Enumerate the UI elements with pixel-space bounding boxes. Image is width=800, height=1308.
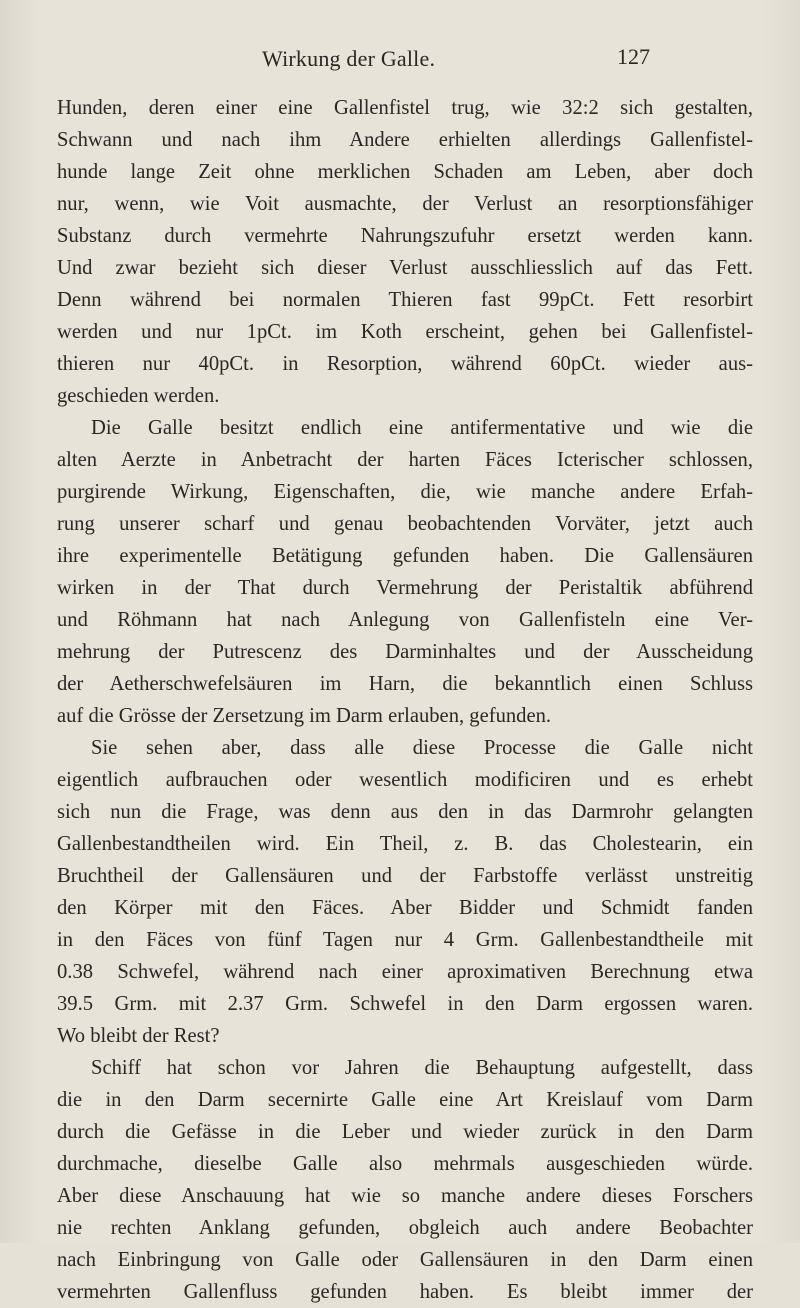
text-line: Denn während bei normalen Thieren fast 99pCt. Fett resorbirt (57, 289, 753, 311)
text-line: thieren nur 40pCt. in Resorption, während 60pCt. wieder aus- (57, 353, 753, 375)
text-line: mehrung der Putrescenz des Darminhaltes und der Ausscheidung (57, 641, 753, 663)
text-line: Schwann und nach ihm Andere erhielten allerdings Gallenfistel- (57, 129, 753, 151)
text-line: der Aetherschwefelsäuren im Harn, die bekanntlich einen Schluss (57, 673, 753, 695)
text-line: Substanz durch vermehrte Nahrungszufuhr ersetzt werden kann. (57, 225, 753, 247)
text-line: Aber diese Anschauung hat wie so manche andere dieses Forschers (57, 1185, 753, 1207)
text-line: ihre experimentelle Betätigung gefunden haben. Die Gallensäuren (57, 545, 753, 567)
text-line: purgirende Wirkung, Eigenschaften, die, wie manche andere Erfah- (57, 481, 753, 503)
text-line: Und zwar bezieht sich dieser Verlust ausschliesslich auf das Fett. (57, 257, 753, 279)
text-line: nie rechten Anklang gefunden, obgleich auch andere Beobachter (57, 1217, 753, 1239)
text-line: Die Galle besitzt endlich eine antifermentative und wie die (91, 417, 753, 439)
text-line: den Körper mit den Fäces. Aber Bidder und Schmidt fanden (57, 897, 753, 919)
page-number: 127 (617, 44, 650, 69)
text-line: vermehrten Gallenfluss gefunden haben. Es bleibt immer der (57, 1281, 753, 1303)
text-line: nach Einbringung von Galle oder Gallensäuren in den Darm einen (57, 1249, 753, 1271)
text-line: 39.5 Grm. mit 2.37 Grm. Schwefel in den Darm ergossen waren. (57, 993, 753, 1015)
page-header (0, 40, 800, 80)
text-line: Schiff hat schon vor Jahren die Behauptung aufgestellt, dass (91, 1057, 753, 1079)
text-line: hunde lange Zeit ohne merklichen Schaden am Leben, aber doch (57, 161, 753, 183)
text-line: werden und nur 1pCt. im Koth erscheint, gehen bei Gallenfistel- (57, 321, 753, 343)
text-line: nur, wenn, wie Voit ausmachte, der Verlust an resorptionsfähiger (57, 193, 753, 215)
text-line: in den Fäces von fünf Tagen nur 4 Grm. Gallenbestandtheile mit (57, 929, 753, 951)
text-line: 0.38 Schwefel, während nach einer aproximativen Berechnung etwa (57, 961, 753, 983)
text-line: alten Aerzte in Anbetracht der harten Fäces Icterischer schlossen, (57, 449, 753, 471)
text-line: geschieden werden. (57, 385, 220, 407)
text-line: Hunden, deren einer eine Gallenfistel trug, wie 32:2 sich gestalten, (57, 97, 753, 119)
text-line: und Röhmann hat nach Anlegung von Gallenfisteln eine Ver- (57, 609, 753, 631)
text-line: wirken in der That durch Vermehrung der Peristaltik abführend (57, 577, 753, 599)
text-line: die in den Darm secernirte Galle eine Art Kreislauf vom Darm (57, 1089, 753, 1111)
text-line: sich nun die Frage, was denn aus den in das Darmrohr gelangten (57, 801, 753, 823)
text-line: durch die Gefässe in die Leber und wieder zurück in den Darm (57, 1121, 753, 1143)
text-line: eigentlich aufbrauchen oder wesentlich modificiren und es erhebt (57, 769, 753, 791)
text-line: Gallenbestandtheilen wird. Ein Theil, z. B. das Cholestearin, ein (57, 833, 753, 855)
text-line: Wo bleibt der Rest? (57, 1025, 220, 1047)
body-text (57, 92, 753, 1308)
text-line: auf die Grösse der Zersetzung im Darm erlauben, gefunden. (57, 705, 552, 727)
text-line: Sie sehen aber, dass alle diese Processe die Galle nicht (91, 737, 753, 759)
text-line: Bruchtheil der Gallensäuren und der Farbstoffe verlässt unstreitig (57, 865, 753, 887)
running-title: Wirkung der Galle. (262, 46, 436, 71)
text-line: durchmache, dieselbe Galle also mehrmals ausgeschieden würde. (57, 1153, 753, 1175)
text-line: rung unserer scharf und genau beobachtenden Vorväter, jetzt auch (57, 513, 753, 535)
